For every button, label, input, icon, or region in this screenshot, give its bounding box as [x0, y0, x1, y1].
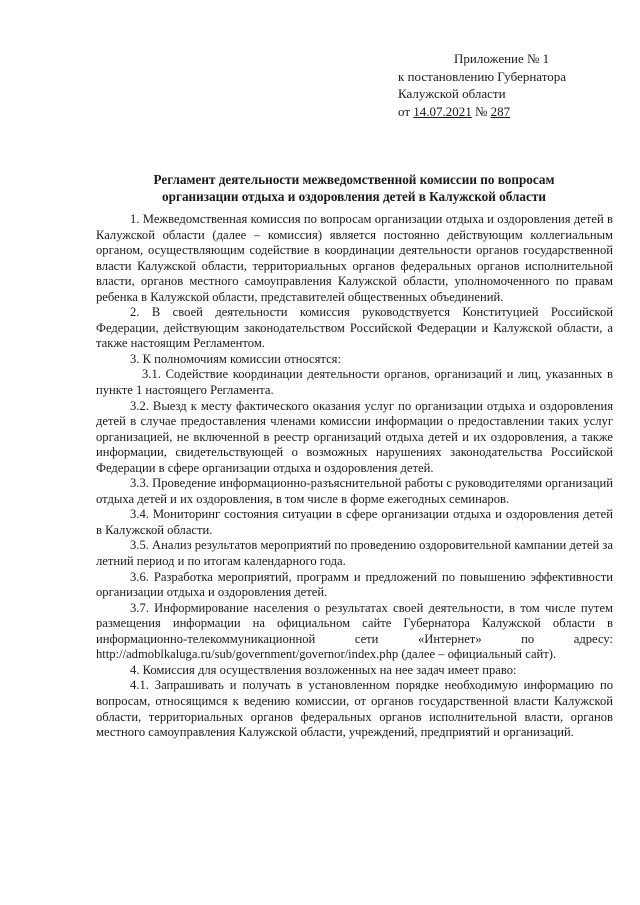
paragraph-3-4: 3.4. Мониторинг состояния ситуации в сфере организации отдыха и оздоровления детей в Калужской области.: [96, 507, 613, 537]
paragraph-4-1: 4.1. Запрашивать и получать в установленном порядке необходимую информацию по вопросам, относящимся к ведению комиссии, от органов государственной власти Калужской области, территориальных органов федеральных органов исполнительной власти, органов местного самоуправления Калужской области, учреждений, предприятий и организаций.: [96, 678, 613, 740]
appendix-number-prefix: №: [471, 103, 491, 119]
paragraph-2: 2. В своей деятельности комиссия руководствуется Конституцией Российской Федерации, действующим законодательством Российской Федерации и Калужской области, а также настоящим Регламентом.: [96, 305, 613, 351]
paragraph-3-6: 3.6. Разработка мероприятий, программ и предложений по повышению эффективности организации отдыха и оздоровления детей.: [96, 569, 613, 600]
appendix-number: 287: [490, 103, 511, 119]
paragraph-3-5: 3.5. Анализ результатов мероприятий по проведению оздоровительной кампании детей за летний период и по итогам календарного года.: [96, 538, 613, 569]
paragraph-3-3: 3.3. Проведение информационно-разъяснительной работы с руководителями организаций отдыха детей и их оздоровления, в том числе в форме ежегодных семинаров.: [96, 476, 613, 506]
paragraph-3-1: 3.1. Содействие координации деятельности органов, организаций и лиц, указанных в пункте 1 настоящего Регламента.: [96, 367, 613, 398]
document-title-line-1: Регламент деятельности межведомственной комиссии по вопросам: [153, 172, 555, 187]
appendix-block: [398, 50, 628, 120]
paragraph-1: 1. Межведомственная комиссия по вопросам организации отдыха и оздоровления детей в Калужской области (далее – комиссия) является постоянно действующим коллегиальным органом, осуществляющим содействие в координации деятельности органов государственной власти Калужской области, территориальных органов федеральных органов исполнительной власти, органов местного самоуправления Калужской области, уполномоченного по правам ребенка в Калужской области, представителей общественных объединений.: [96, 212, 613, 304]
appendix-title: Приложение № 1: [454, 51, 550, 66]
appendix-region: Калужской области: [398, 86, 506, 101]
paragraph-3: 3. К полномочиям комиссии относятся:: [130, 351, 341, 366]
appendix-date: 14.07.2021: [413, 103, 472, 119]
appendix-reference: к постановлению Губернатора: [398, 68, 567, 84]
paragraph-4: 4. Комиссия для осуществления возложенных на нее задач имеет право:: [130, 662, 517, 677]
paragraph-3-7: 3.7. Информирование населения о результатах своей деятельности, в том числе путем размещения информации на официальном сайте Губернатора Калужской области в информационно-телекоммуникационной сети «Интернет» по адресу: http://admoblkaluga.ru/sub/government/governor/index.php (далее – официальный сайт).: [96, 600, 613, 662]
appendix-date-prefix: от: [398, 103, 414, 119]
paragraph-3-2: 3.2. Выезд к месту фактического оказания услуг по организации отдыха и оздоровления детей в случае предоставления членами комиссии информации о предоставлении таких услуг организацией, не включенной в реестр организаций отдыха детей и их оздоровления, а также информации, свидетельствующей о возможных нарушениях законодательства Российской Федерации в сфере организации отдыха и оздоровления детей.: [96, 398, 613, 475]
document-body: [96, 212, 613, 741]
appendix-date-line: [398, 103, 628, 121]
document-title: [96, 171, 612, 205]
document-title-line-2: организации отдыха и оздоровления детей в Калужской области: [162, 189, 546, 204]
